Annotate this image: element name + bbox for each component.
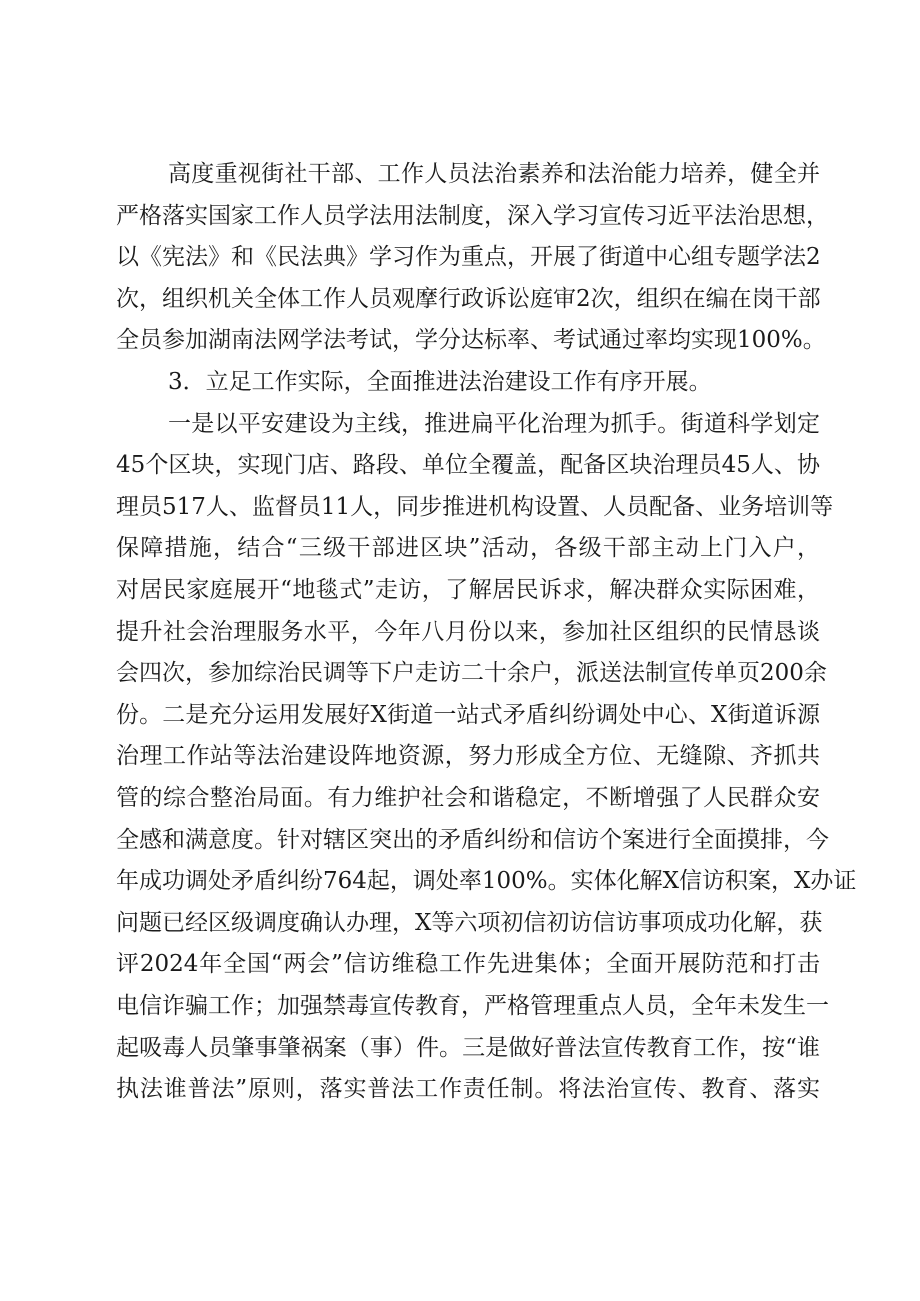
text-line: 份。二是充分运用发展好X街道一站式矛盾纠纷调处中心、X街道诉源 (116, 702, 820, 728)
section-heading: 3．立足工作实际，全面推进法治建设工作有序开展。 (168, 369, 712, 395)
text-line: 评2024年全国“两会”信访维稳工作先进集体；全面开展防范和打击 (116, 951, 820, 977)
text-line: 全感和满意度。针对辖区突出的矛盾纠纷和信访个案进行全面摸排，今 (116, 827, 829, 853)
text-line: 对居民家庭展开“地毯式”走访，了解居民诉求，解决群众实际困难， (116, 577, 820, 603)
text-line: 起吸毒人员肇事肇祸案（事）件。三是做好普法宣传教育工作，按“谁 (116, 1035, 820, 1061)
text-line: 严格落实国家工作人员学法用法制度，深入学习宣传习近平法治思想， (116, 203, 829, 229)
text-line: 保障措施，结合“三级干部进区块”活动，各级干部主动上门入户， (116, 535, 820, 561)
text-line: 全员参加湖南法网学法考试，学分达标率、考试通过率均实现100%。 (116, 327, 826, 353)
text-line: 电信诈骗工作；加强禁毒宣传教育，严格管理重点人员，全年未发生一 (116, 993, 829, 1019)
text-line: 45个区块，实现门店、路段、单位全覆盖，配备区块治理员45人、协 (116, 452, 820, 478)
text-line: 理员517人、监督员11人，同步推进机构设置、人员配备、业务培训等 (116, 494, 834, 520)
text-line: 高度重视街社干部、工作人员法治素养和法治能力培养，健全并 (168, 161, 820, 187)
text-line: 一是以平安建设为主线，推进扁平化治理为抓手。街道科学划定 (168, 411, 820, 437)
text-line: 会四次，参加综治民调等下户走访二十余户，派送法制宣传单页200余 (116, 660, 827, 686)
text-line: 以《宪法》和《民法典》学习作为重点，开展了街道中心组专题学法2 (116, 244, 821, 270)
text-line: 问题已经区级调度确认办理，X等六项初信初访信访事项成功化解，获 (116, 910, 823, 936)
text-line: 执法谁普法”原则，落实普法工作责任制。将法治宣传、教育、落实 (116, 1076, 820, 1102)
text-line: 次，组织机关全体工作人员观摩行政诉讼庭审2次，组织在编在岗干部 (116, 286, 821, 312)
text-line: 提升社会治理服务水平，今年八月份以来，参加社区组织的民情恳谈 (116, 619, 820, 645)
text-line: 年成功调处矛盾纠纷764起，调处率100%。实体化解X信访积案，X办证 (116, 868, 857, 894)
text-line: 治理工作站等法治建设阵地资源，努力形成全方位、无缝隙、齐抓共 (116, 743, 820, 769)
text-line: 管的综合整治局面。有力维护社会和谐稳定，不断增强了人民群众安 (116, 785, 820, 811)
